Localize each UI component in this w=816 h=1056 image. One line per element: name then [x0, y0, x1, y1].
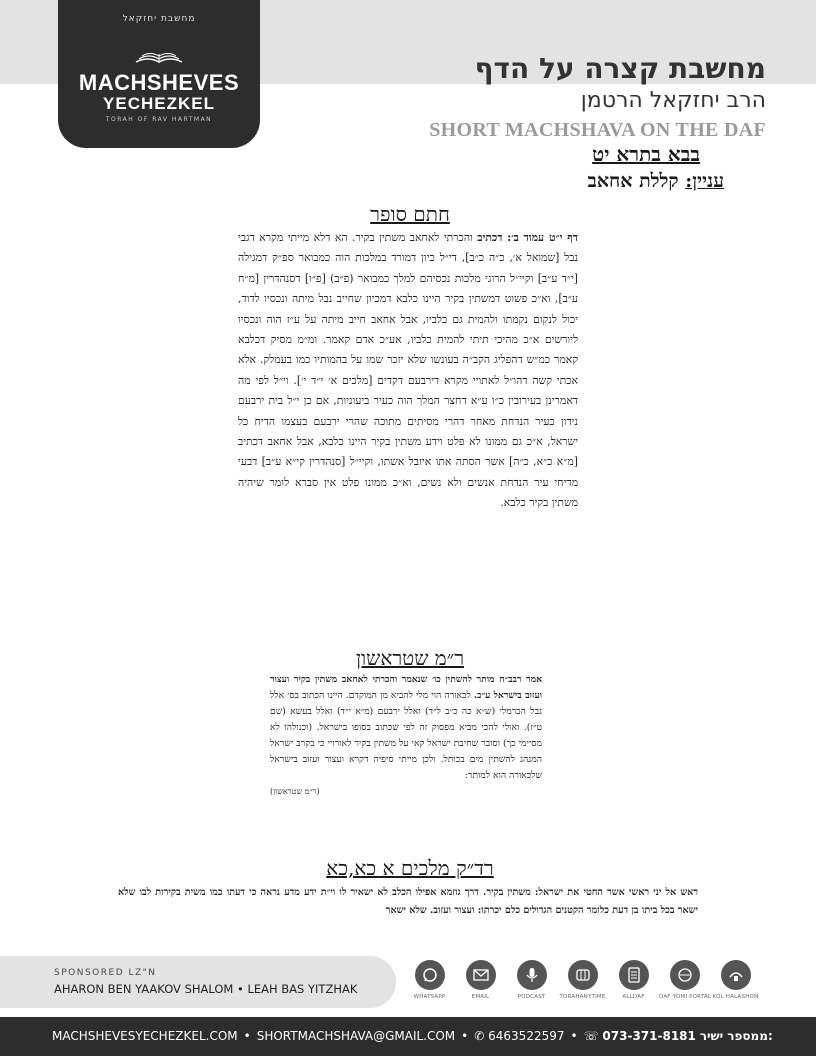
whatsapp-number[interactable]: 6463522597 — [488, 1029, 565, 1043]
english-title: SHORT MACHSHAVA ON THE DAF — [429, 119, 766, 141]
open-book-icon — [134, 48, 184, 66]
direct-phone-label: ממספר ישיר: — [699, 1029, 773, 1043]
sponsor-names: AHARON BEN YAAKOV SHALOM • LEAH BAS YITZHAK — [54, 982, 358, 996]
torahanytime-icon — [575, 967, 591, 983]
logo[interactable] — [58, 0, 260, 148]
rav-name: הרב יחזקאל הרטמן — [580, 88, 766, 113]
logo-hebrew: מחשבת יחזקאל — [122, 14, 196, 24]
rm-strashun-source: (ר״מ שטראשון) — [270, 787, 320, 796]
radak-title: רד״ק מלכים א כא,כא — [326, 856, 494, 880]
podcast-icon — [524, 967, 540, 983]
dafyomiportal-link[interactable] — [659, 960, 710, 1008]
chasam-sofer-lead: דף י״ט עמוד ב׳: דכתיב — [477, 231, 578, 244]
rm-strashun-body: לכאורה הוי מלי להביא מן המוקדם. היינו הכתוב בס׳ אלל נבל הכרמלי (ש״א כה כ״ב ל״ד) ואלל ירבעם (מ״א י״ד) ואלל בעשא (שם ט״ז). ואולי להכי מביא מפסוק זה לפי שכתוב בסופו בישראל. (וכנולהו לא מסיימי כך) וסובר שחיבת ישראל קאי על משתין בקיר לאורויי כי בקרב ישראל המנהג להשתין מים בכותל. ולכן מייתי סיפיה דקרא ועצור ועזוב בישראל שלכאורה הוא למותר: — [270, 690, 542, 781]
dafyomiportal-label: DAF YOMI PORTAL — [659, 994, 712, 1000]
direct-phone[interactable]: 073-371-8181 — [602, 1029, 696, 1043]
whatsapp-label: WHATSAPP — [413, 994, 446, 1000]
kolhalashon-icon — [728, 967, 744, 983]
alldaf-link[interactable] — [608, 960, 659, 1008]
sponsor-label: SPONSORED LZ"N — [54, 968, 157, 978]
inyan-label: עניין: — [685, 170, 724, 192]
whatsapp-small-icon: ✆ — [474, 1029, 485, 1043]
logo-line1: MACHSHEVES — [78, 70, 240, 95]
logo-tagline: TORAH OF RAV HARTMAN — [105, 116, 213, 123]
rm-strashun-lead: אמר רבב״ח מותר להשתין כו׳ שנאמר והכרתי לאחאב משתין בקיר ועצור ועזוב בישראל ע״כ. — [270, 674, 542, 701]
page-title: מחשבת קצרה על הדף — [474, 52, 766, 85]
inyan-heading — [588, 170, 724, 193]
chasam-sofer-text — [238, 228, 578, 514]
kolhalashon-link[interactable] — [710, 960, 761, 1008]
email-label: EMAIL — [471, 994, 490, 1000]
podcast-label: PODCAST — [517, 994, 546, 1000]
alldaf-label: ALLDAF — [622, 994, 645, 1000]
torahanytime-link[interactable] — [557, 960, 608, 1008]
sponsor-banner — [0, 956, 396, 1008]
email-address[interactable]: SHORTMACHSHAVA@GMAIL.COM — [256, 1029, 456, 1043]
masechta-heading: בבא בתרא יט — [592, 142, 700, 166]
dafyomiportal-icon — [677, 967, 693, 983]
whatsapp-link[interactable] — [404, 960, 455, 1008]
chasam-sofer-title: חתם סופר — [370, 202, 450, 226]
chasam-sofer-body: והכרתי לאחאב משתין בקיר. הא דלא מייתי מקרא דגבי נבל [שמואל א׳, כ״ה כ״ב], די״ל כיון דמורד במלכות הוה כמבואר ספ״ק דמגילה [י״ד ע״ב] וקיי״ל הרוגי מלכות נכסיהם למלך כמבואר (פ״ב) [פ״ו] דסנהדרין [מ״ח ע״ב], וא״כ פשוט דמשתין בקיר היינו כלבא דמכיון שחייב נבל מיתה ונכסיו לדוד, יכול לנקום נקמתו ולהמית גם כלביו, אבל אחאב חייב מיתה על ע״ז הוה ונכסיו ליורשים א״כ מהיכי תיתי להמית כלביו, אע״כ אדם קאמר. ומ״מ מסיק דכלבא קאמר כמ״ש דהפליג הקב״ה בעונשו שלא יזכר שמו על בהמותיו כמו בעמלק. אלא אכתי קשה דהו״ל לאתויי מקרא דירבעם דקדים [מלכים א׳ י״ד י׳]. וי״ל לפי מה דאמרינן בעירובין כ״ו ע״א דחצר המלך הוה כעיר ביעוניות, אם כן י״ל בית ירבעם נידון כעיר הנדחת מאחר דהרי מסיתים מתוכה שהרי ירבעם בעצמו הדיח כל ישראל, א״כ גם ממונו לא פלט וידע משתין בקיר היינו כלבא, אבל אחאב דכתיב [מ״א כ״א, כ״ה] אשר הסתה אתו איזבל אשתו, וקיי״ל [סנהדרין קי״א ע״ב] דבעי מדיחי עיר הנדחת אנשים ולא נשים, וא״כ ממונו פלט אין סברא לומר שיהיה משתין בקיר כלבא. — [238, 231, 578, 510]
email-icon — [473, 967, 489, 983]
radak-text — [118, 884, 698, 920]
kolhalashon-small-icon: ☏ — [583, 1029, 599, 1043]
podcast-link[interactable] — [506, 960, 557, 1008]
inyan-value: קללת אחאב — [587, 170, 679, 192]
torahanytime-label: TORAHANYTIME — [559, 994, 606, 1000]
rm-strashun-text — [270, 672, 542, 800]
logo-line2: YECHEZKEL — [103, 94, 215, 113]
footer-bar: MACHSHEVESYECHEZKEL.COM • SHORTMACHSHAVA@GMAIL.COM • ✆ 6463522597 • ☏ 073-371-8181 ממספר ישיר: — [0, 1017, 816, 1056]
rm-strashun-title: ר״מ שטראשון — [355, 646, 465, 670]
radak-body: ראש אל יני ראשי אשר החטי את ישראל: משתין בקיר. דרך גוזמא אפילו הכלב לא ישאיר לו וי״ת ידע מדע נראה כי דעתו כמו משית בקירות לבו שלא ישאר בכל ביתו בן דעת כלומר הקטנים הגדולים כלם יכרתו: ועצור ועזוב. שלא ישאר — [118, 887, 698, 916]
platform-links — [404, 960, 804, 1008]
alldaf-icon — [626, 967, 642, 983]
whatsapp-icon — [422, 967, 438, 983]
email-link[interactable] — [455, 960, 506, 1008]
kolhalashon-label: KOL HALASHON — [712, 994, 759, 1000]
website-link[interactable]: MACHSHEVESYECHEZKEL.COM — [52, 1029, 238, 1043]
